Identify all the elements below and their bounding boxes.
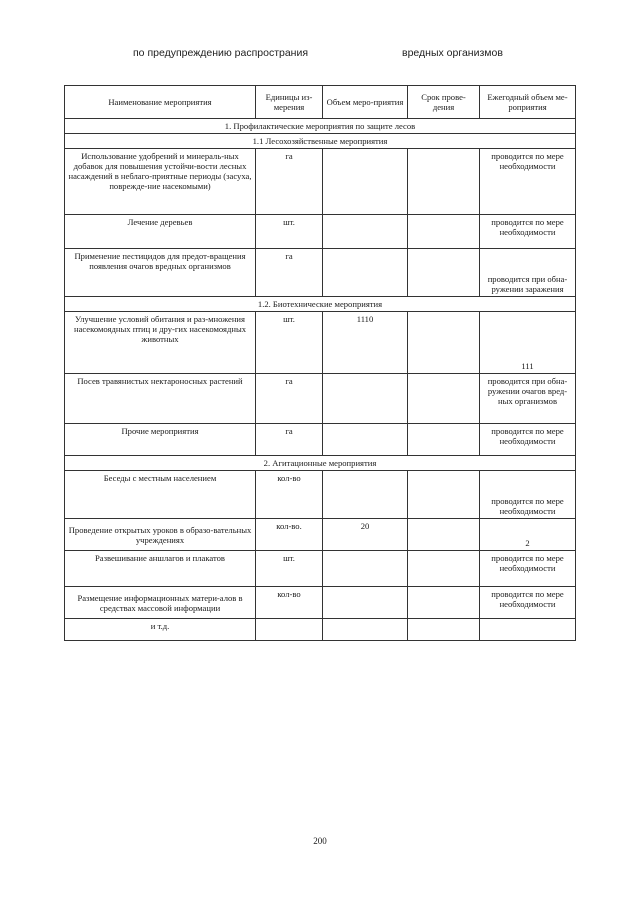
row-unit: га [256,249,323,297]
header-right-text: вредных организмов [402,47,503,59]
row-period [408,424,480,456]
row-annual [480,619,576,641]
row-unit: га [256,149,323,215]
row-annual: проводится по мере необходимости [480,149,576,215]
section-title: 1. Профилактические мероприятия по защите лесов [65,119,576,134]
section-row [65,134,576,149]
row-period [408,312,480,374]
row-name: Улучшение условий обитания и раз-множения насекомоядных птиц и дру-гих насекомоядных животных [65,312,256,374]
col-header-volume: Объем меро-приятия [323,86,408,119]
row-name: Посев травянистых нектароносных растений [65,374,256,424]
row-name: Применение пестицидов для предот-вращения появления очагов вредных организмов [65,249,256,297]
table-header-row [65,86,576,119]
subsection-title: 1.2. Биотехнические мероприятия [65,297,576,312]
col-header-annual: Ежегодный объем ме-роприятия [480,86,576,119]
row-period [408,374,480,424]
row-period [408,587,480,619]
row-name: Использование удобрений и минераль-ных добавок для повышения устойчи-вости лесных насаждений в неблаго-приятные периоды (засуха, поврежде-ние насекомыми) [65,149,256,215]
row-unit: шт. [256,551,323,587]
row-period [408,215,480,249]
row-name: Лечение деревьев [65,215,256,249]
row-annual: проводится по мере необходимости [480,551,576,587]
row-unit [256,619,323,641]
row-period [408,471,480,519]
measures-table [64,85,576,641]
col-header-period: Срок прове-дения [408,86,480,119]
row-period [408,249,480,297]
header-left-text: по предупреждению распространия [133,47,309,59]
row-unit: шт. [256,215,323,249]
row-volume [323,424,408,456]
row-unit: кол-во. [256,519,323,551]
row-volume [323,249,408,297]
subsection-title: 1.1 Лесохозяйственные мероприятия [65,134,576,149]
row-volume [323,471,408,519]
row-period [408,519,480,551]
row-volume [323,374,408,424]
row-volume [323,215,408,249]
table-row [65,374,576,424]
row-annual: проводится по мере необходимости [480,424,576,456]
row-period [408,619,480,641]
row-annual: проводится по мере необходимости [480,471,576,519]
row-name: Размещение информационных матери-алов в средствах массовой информации [65,587,256,619]
table-row [65,149,576,215]
row-name: Развешивание аншлагов и плакатов [65,551,256,587]
row-volume [323,619,408,641]
row-volume [323,551,408,587]
row-name: и т.д. [65,619,256,641]
row-name: Проведение открытых уроков в образо-вательных учреждениях [65,519,256,551]
row-volume [323,149,408,215]
col-header-unit: Единицы из-мерения [256,86,323,119]
table-row [65,249,576,297]
row-unit: кол-во [256,471,323,519]
row-annual: 2 [480,519,576,551]
section-row [65,119,576,134]
table-row [65,215,576,249]
row-annual: проводится по мере необходимости [480,215,576,249]
table-row [65,551,576,587]
row-volume: 1110 [323,312,408,374]
row-period [408,149,480,215]
section-title: 2. Агитационные мероприятия [65,456,576,471]
table-row [65,312,576,374]
row-unit: га [256,424,323,456]
table-row [65,587,576,619]
row-annual: проводится при обна-ружении заражения [480,249,576,297]
section-row [65,456,576,471]
row-unit: кол-во [256,587,323,619]
row-volume: 20 [323,519,408,551]
row-period [408,551,480,587]
row-annual: проводится по мере необходимости [480,587,576,619]
row-annual: проводится при обна-ружении очагов вред-ных организмов [480,374,576,424]
row-name: Прочие мероприятия [65,424,256,456]
table-row [65,424,576,456]
page-number: 200 [313,836,327,846]
table-row [65,471,576,519]
row-annual: 111 [480,312,576,374]
table-row [65,519,576,551]
row-name: Беседы с местным населением [65,471,256,519]
row-volume [323,587,408,619]
table-row [65,619,576,641]
col-header-name: Наименование мероприятия [65,86,256,119]
row-unit: га [256,374,323,424]
row-unit: шт. [256,312,323,374]
section-row [65,297,576,312]
